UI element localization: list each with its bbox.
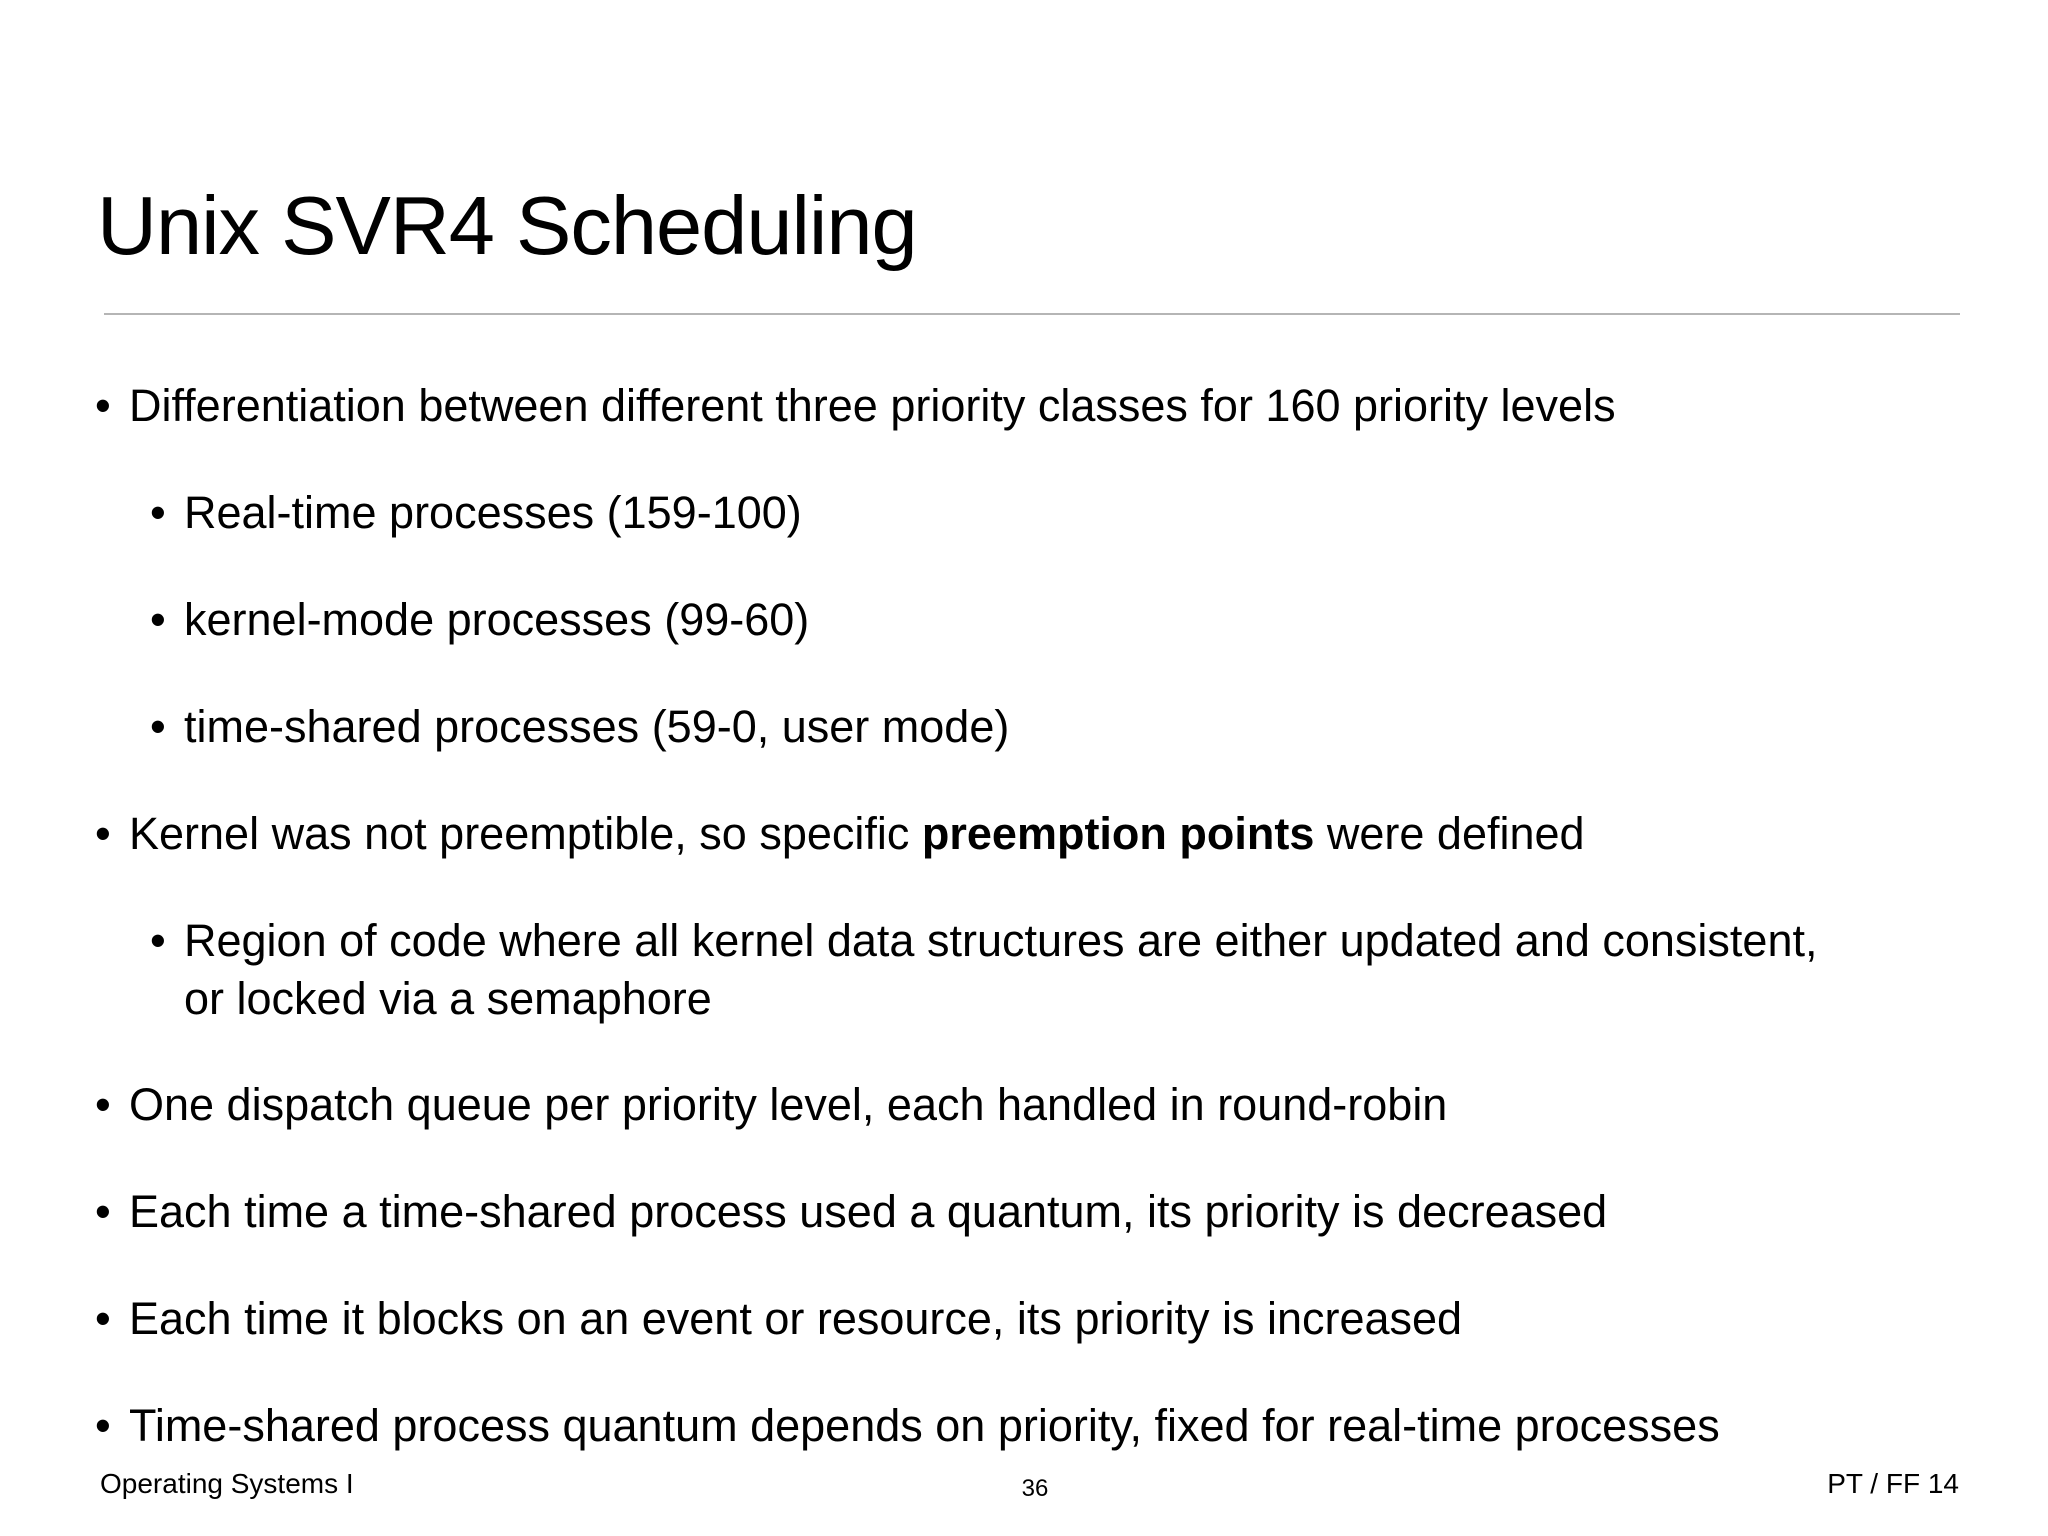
footer-course-name: Operating Systems I: [100, 1468, 354, 1499]
bullet-dot: •: [95, 1400, 111, 1451]
bullet-dot: •: [150, 915, 166, 966]
footer-page-number: 36: [1021, 1475, 1049, 1502]
bullet-text: [129, 805, 1585, 863]
footer-authors: PT / FF 14: [1827, 1468, 1959, 1499]
bullet-dot: •: [95, 1186, 111, 1237]
bullet-text: [184, 912, 1818, 1028]
bullet-text: kernel-mode processes (99-60): [184, 594, 810, 645]
bullet-dot: •: [150, 701, 166, 752]
bullet-dot: •: [95, 380, 111, 431]
bullet-text-line-2: or locked via a semaphore: [184, 973, 712, 1024]
bullet-text-emphasis: preemption points: [921, 808, 1315, 859]
bullet-dot: •: [95, 1293, 111, 1344]
bullet-text: One dispatch queue per priority level, each handled in round-robin: [129, 1079, 1448, 1130]
slide-title: Unix SVR4 Scheduling: [97, 179, 917, 272]
bullet-dot: •: [150, 487, 166, 538]
bullet-dot: •: [95, 1079, 111, 1130]
bullet-text: Real-time processes (159-100): [184, 487, 802, 538]
bullet-text-before: Kernel was not preemptible, so specific: [129, 808, 922, 859]
bullet-dot: •: [150, 594, 166, 645]
bullet-text: Each time a time-shared process used a quantum, its priority is decreased: [129, 1186, 1608, 1237]
bullet-text-line-1: Region of code where all kernel data structures are either updated and consistent,: [184, 915, 1818, 966]
bullet-text: Each time it blocks on an event or resource, its priority is increased: [129, 1293, 1463, 1344]
bullet-text: Time-shared process quantum depends on priority, fixed for real-time processes: [129, 1400, 1720, 1451]
bullet-text: Differentiation between different three priority classes for 160 priority levels: [129, 380, 1616, 431]
bullet-dot: •: [95, 808, 111, 859]
bullet-text-after: were defined: [1314, 808, 1585, 859]
bullet-text: time-shared processes (59-0, user mode): [184, 701, 1010, 752]
